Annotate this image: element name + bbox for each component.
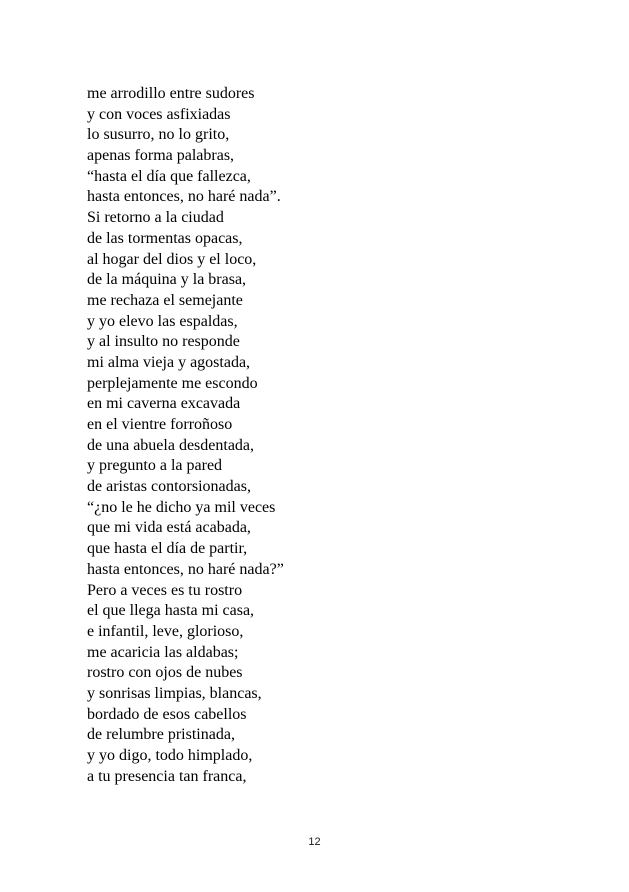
poem-line: me acaricia las aldabas; xyxy=(87,643,239,661)
poem-line: el que llega hasta mi casa, xyxy=(87,602,255,620)
poem-line: y con voces asfixiadas xyxy=(87,105,231,123)
poem-line: apenas forma palabras, xyxy=(87,147,235,165)
poem-text xyxy=(87,84,284,787)
poem-line: y pregunto a la pared xyxy=(87,457,223,475)
poem-line: y al insulto no responde xyxy=(87,333,240,351)
poem-line: que hasta el día de partir, xyxy=(87,540,248,558)
poem-line: perplejamente me escondo xyxy=(87,374,258,392)
poem-line: en mi caverna excavada xyxy=(87,395,241,413)
poem-line: bordado de esos cabellos xyxy=(87,705,247,723)
poem-line: a tu presencia tan franca, xyxy=(87,767,247,785)
poem-line: hasta entonces, no haré nada”. xyxy=(87,188,281,206)
poem-line: “¿no le he dicho ya mil veces xyxy=(87,498,276,516)
poem-line: que mi vida está acabada, xyxy=(87,519,251,537)
poem-line: mi alma vieja y agostada, xyxy=(87,353,251,371)
poem-line: y yo elevo las espaldas, xyxy=(87,312,238,330)
poem-line: en el vientre forroñoso xyxy=(87,416,233,433)
poem-line: de la máquina y la brasa, xyxy=(87,271,247,289)
poem-line: “hasta el día que fallezca, xyxy=(87,167,251,185)
poem-line: rostro con ojos de nubes xyxy=(87,664,243,682)
poem-line: de relumbre pristinada, xyxy=(87,726,235,744)
poem-line: de una abuela desdentada, xyxy=(87,436,255,454)
poem-line: me rechaza el semejante xyxy=(87,291,243,309)
page-number: 12 xyxy=(308,836,321,848)
poem-line: de aristas contorsionadas, xyxy=(87,478,251,496)
poem-line: al hogar del dios y el loco, xyxy=(87,250,257,268)
poem-line: y sonrisas limpias, blancas, xyxy=(87,684,262,702)
poem-line: lo susurro, no lo grito, xyxy=(87,126,230,144)
poem-line: y yo digo, todo himplado, xyxy=(87,747,253,764)
poem-line: Pero a veces es tu rostro xyxy=(87,581,243,599)
poem-line: de las tormentas opacas, xyxy=(87,229,243,247)
poem-line: hasta entonces, no haré nada?” xyxy=(87,560,284,578)
poem-line: me arrodillo entre sudores xyxy=(87,85,255,102)
poem-line: e infantil, leve, glorioso, xyxy=(87,622,244,640)
poem-line: Si retorno a la ciudad xyxy=(87,209,224,227)
